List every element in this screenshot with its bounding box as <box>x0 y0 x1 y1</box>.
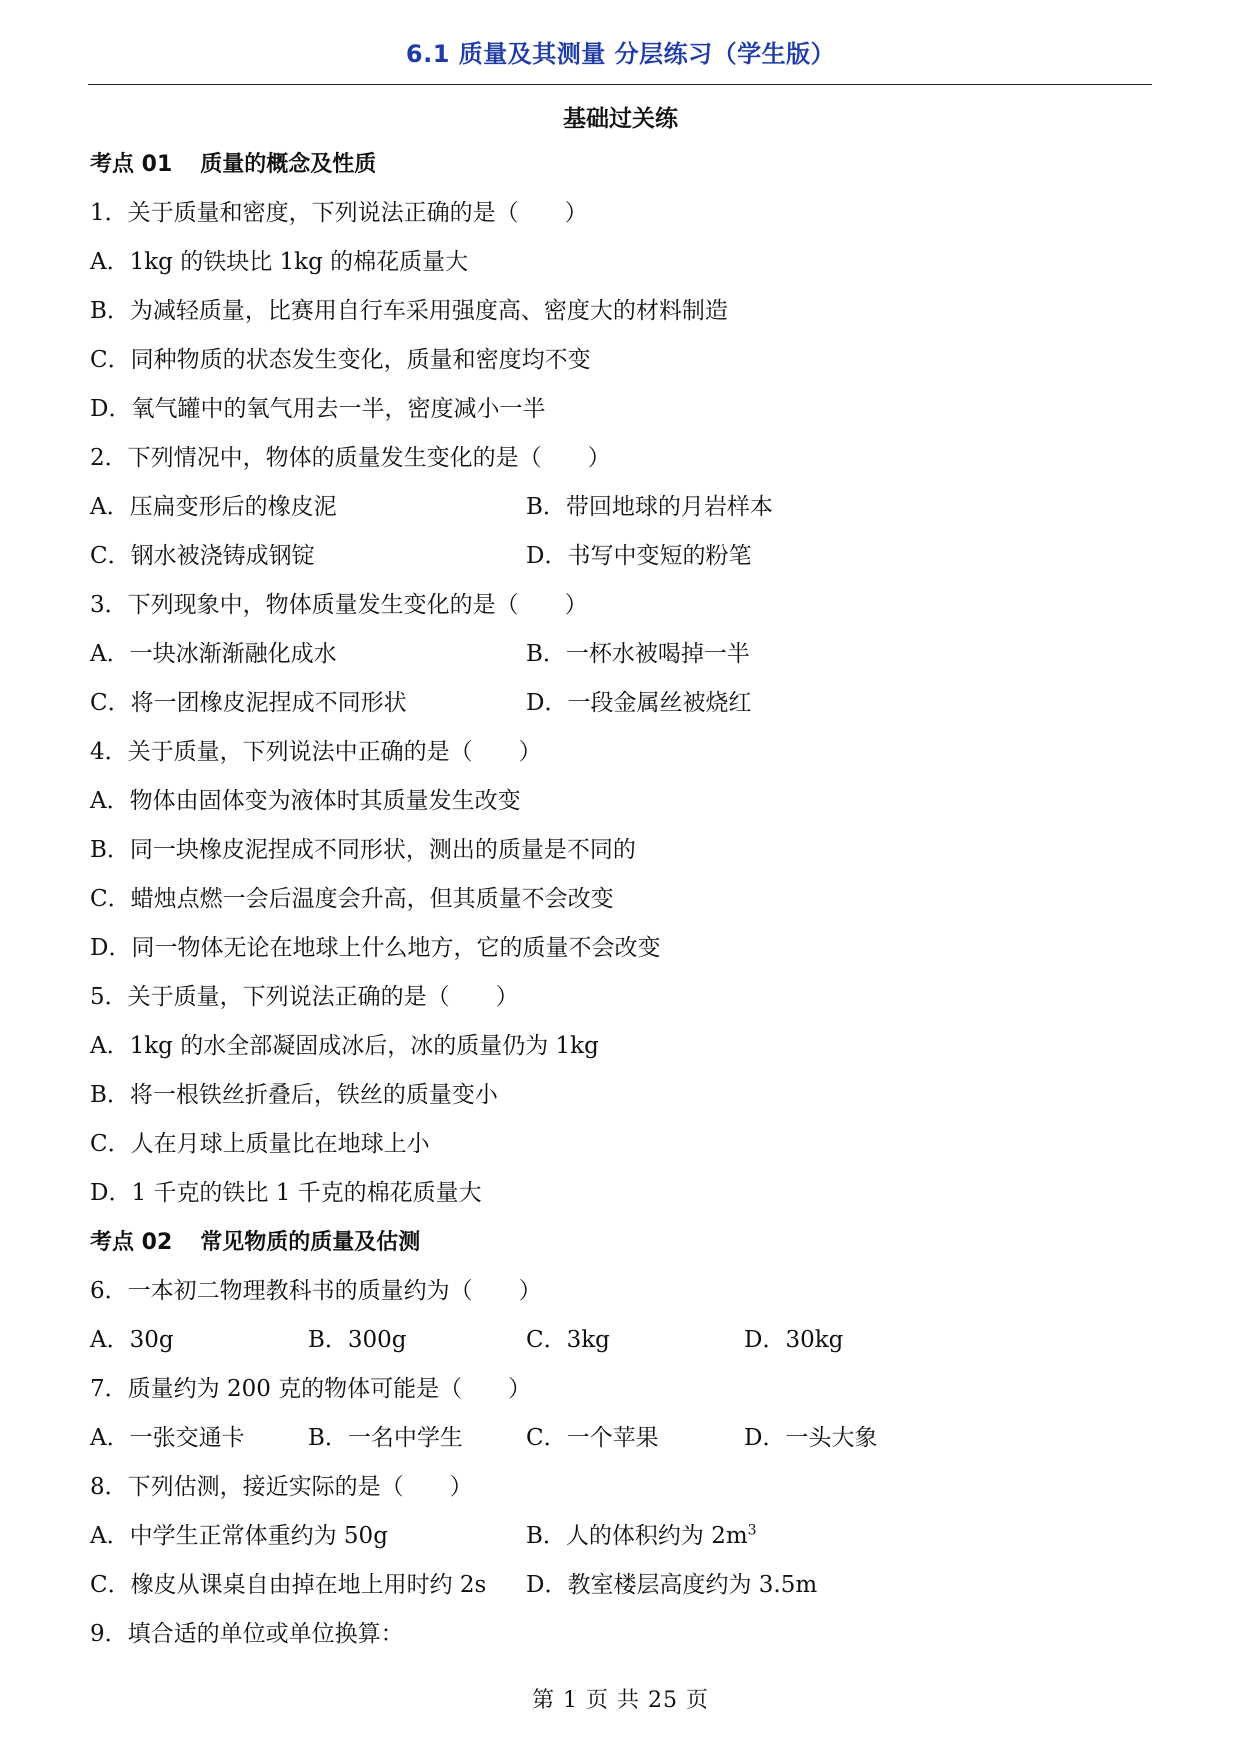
option-row <box>90 679 1150 728</box>
option-b <box>526 1512 757 1561</box>
option-b: B．为减轻质量，比赛用自行车采用强度高、密度大的材料制造 <box>90 298 728 324</box>
option-a: A．1kg 的水全部凝固成冰后，冰的质量仍为 1kg <box>90 1033 599 1059</box>
option-b: B．300g <box>308 1327 407 1353</box>
question-stem: 4．关于质量，下列说法中正确的是（ ） <box>90 739 542 765</box>
option-d: D．氧气罐中的氧气用去一半，密度减小一半 <box>90 396 546 422</box>
question-stem: 7．质量约为 200 克的物体可能是（ ） <box>90 1376 532 1402</box>
kaodian-number: 考点 02 <box>90 1230 173 1255</box>
page-footer <box>0 1683 1241 1714</box>
option-c: C．将一团橡皮泥捏成不同形状 <box>90 690 407 716</box>
question-stem: 6．一本初二物理教科书的质量约为（ ） <box>90 1278 542 1304</box>
option-b-text: B．人的体积约为 2m <box>526 1523 748 1549</box>
option-c: C．同种物质的状态发生变化，质量和密度均不变 <box>90 347 591 373</box>
footer-gong: 共 <box>617 1688 641 1713</box>
option-c: C．一个苹果 <box>526 1425 659 1451</box>
section-title: 基础过关练 <box>563 106 678 132</box>
superscript-exponent: 3 <box>747 1522 757 1539</box>
option-row <box>90 1561 1150 1610</box>
footer-ye-2: 页 <box>686 1688 710 1713</box>
option-c: C．橡皮从课桌自由掉在地上用时约 2s <box>90 1572 487 1598</box>
option-d: D．30kg <box>744 1327 844 1353</box>
option-d: D．一段金属丝被烧红 <box>526 690 752 716</box>
option-b: B．同一块橡皮泥捏成不同形状，测出的质量是不同的 <box>90 837 636 863</box>
document-body <box>90 140 1150 1659</box>
option-b: B．一杯水被喝掉一半 <box>526 641 750 667</box>
option-c: C．钢水被浇铸成钢锭 <box>90 543 315 569</box>
kaodian-heading-2 <box>90 1218 1150 1267</box>
option-a: A．30g <box>90 1327 174 1353</box>
option-b: B．一名中学生 <box>308 1425 463 1451</box>
option-d: D．教室楼层高度约为 3.5m <box>526 1572 818 1598</box>
question-stem: 1．关于质量和密度，下列说法正确的是（ ） <box>90 200 588 226</box>
option-d: D．同一物体无论在地球上什么地方，它的质量不会改变 <box>90 935 661 961</box>
option-a: A．一张交通卡 <box>90 1425 245 1451</box>
kaodian-title: 常见物质的质量及估测 <box>200 1230 421 1255</box>
option-d: D．一头大象 <box>744 1425 878 1451</box>
option-d: D．书写中变短的粉笔 <box>526 543 752 569</box>
option-c: C．3kg <box>526 1327 610 1353</box>
kaodian-number: 考点 01 <box>90 152 173 177</box>
option-b: B．将一根铁丝折叠后，铁丝的质量变小 <box>90 1082 498 1108</box>
option-row <box>90 1414 1150 1463</box>
option-d: D．1 千克的铁比 1 千克的棉花质量大 <box>90 1180 482 1206</box>
option-row <box>90 1316 1150 1365</box>
footer-di: 第 <box>531 1688 555 1713</box>
kaodian-title: 质量的概念及性质 <box>200 152 377 177</box>
footer-total-pages: 25 <box>648 1688 679 1713</box>
option-a: A．中学生正常体重约为 50g <box>90 1523 388 1549</box>
question-stem: 3．下列现象中，物体质量发生变化的是（ ） <box>90 592 588 618</box>
header-divider <box>88 84 1152 85</box>
option-b: B．带回地球的月岩样本 <box>526 494 773 520</box>
document-header-title: 6.1 质量及其测量 分层练习（学生版） <box>405 40 836 68</box>
option-a: A．物体由固体变为液体时其质量发生改变 <box>90 788 521 814</box>
footer-page-number: 1 <box>562 1688 578 1713</box>
option-a: A．压扁变形后的橡皮泥 <box>90 494 337 520</box>
option-row <box>90 532 1150 581</box>
option-row <box>90 1512 1150 1561</box>
question-stem: 5．关于质量，下列说法正确的是（ ） <box>90 984 519 1010</box>
option-row <box>90 630 1150 679</box>
kaodian-heading-1 <box>90 140 1150 189</box>
question-stem: 2．下列情况中，物体的质量发生变化的是（ ） <box>90 445 611 471</box>
option-c: C．蜡烛点燃一会后温度会升高，但其质量不会改变 <box>90 886 614 912</box>
footer-ye: 页 <box>585 1688 609 1713</box>
question-stem: 9．填合适的单位或单位换算： <box>90 1621 404 1647</box>
option-c: C．人在月球上质量比在地球上小 <box>90 1131 430 1157</box>
question-stem: 8．下列估测，接近实际的是（ ） <box>90 1474 473 1500</box>
option-a: A．1kg 的铁块比 1kg 的棉花质量大 <box>90 249 469 275</box>
option-a: A．一块冰渐渐融化成水 <box>90 641 337 667</box>
option-row <box>90 483 1150 532</box>
